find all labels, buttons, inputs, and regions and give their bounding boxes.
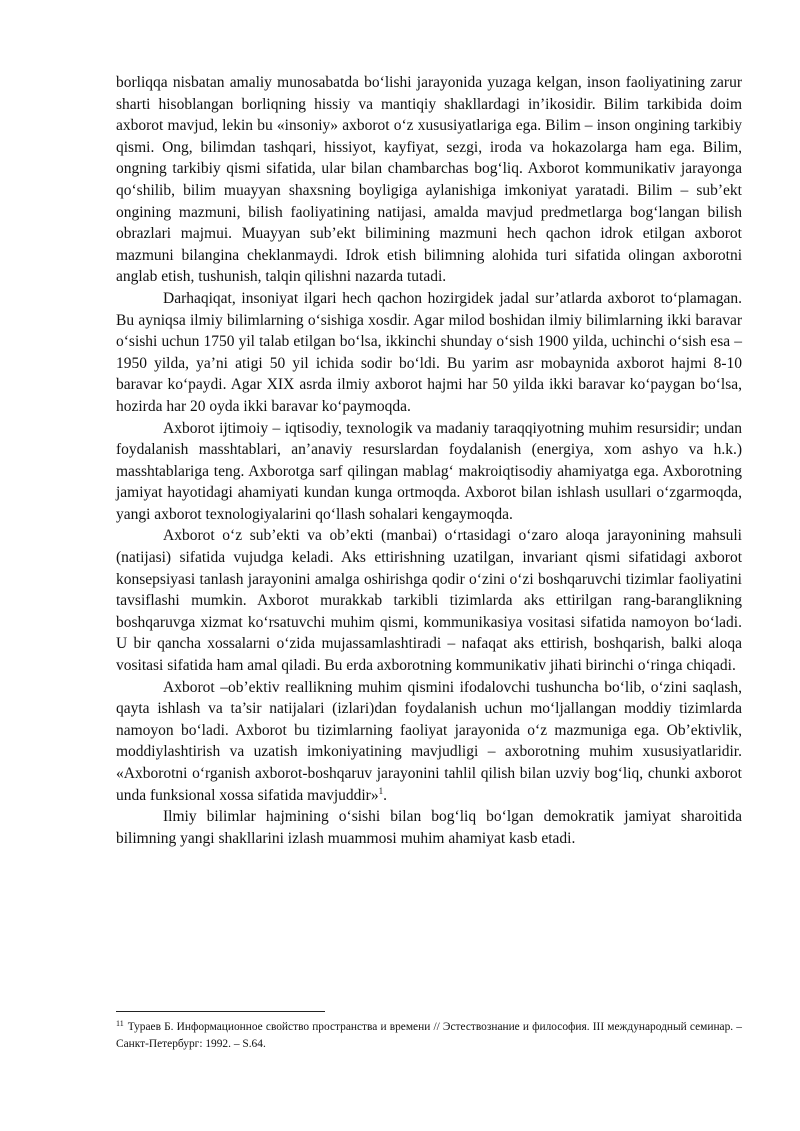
footnote-reference[interactable]: 1 bbox=[378, 785, 384, 796]
footnote-mark: 11 bbox=[116, 1019, 124, 1028]
paragraph-6: Ilmiy bilimlar hajmining oʻsishi bilan bogʻliq boʻlgan demokratik jamiyat sharoitida bilimning yangi shakllarini izlash muammosi muhim ahamiyat kasb etadi. bbox=[116, 808, 742, 847]
paragraph-4: Axborot oʻz sub’ekti va ob’ekti (manbai) oʻrtasidagi oʻzaro aloqa jarayonining mahsuli (natijasi) sifatida vujudga keladi. Aks ettirishning uzatilgan, invariant qismi sifatidagi axborot konsepsiyasi tanlash jarayonini amalga oshirishga qodir oʻzini oʻzi boshqaruvchi tizimlar faoliyatini tavsiflashi mumkin. Axborot murakkab tarkibli tizimlarda aks ettirilgan rang-baranglikning boshqaruvga xizmat koʻrsatuvchi muhim qismi, kommunikasiya vositasi sifatida namoyon boʻladi. U bir qancha xossalarni oʻzida mujassamlashtiradi – nafaqat aks ettirish, boshqarish, balki aloqa vositasi sifatida ham amal qiladi. Bu erda axborotning kommunikativ jihati birinchi oʻringa chiqadi. bbox=[116, 527, 742, 675]
paragraph-1: borliqqa nisbatan amaliy munosabatda boʻlishi jarayonida yuzaga kelgan, inson faoliyatining zarur sharti hisoblangan borliqning hissiy va mantiqiy shakllardagi in’ikosidir. Bilim tarkibida doim axborot mavjud, lekin bu «insoniy» axborot oʻz xususiyatlariga ega. Bilim – inson ongining tarkibiy qismi. Ong, bilimdan tashqari, hissiyot, kayfiyat, sezgi, iroda va hokazolarga ham ega. Bilim, ongning tarkibiy qismi sifatida, ular bilan chambarchas bogʻliq. Axborot kommunikativ jarayonga qoʻshilib, bilim muayyan shaxsning boyligiga aylanishiga imkoniyat yaratadi. Bilim – sub’ekt ongining mazmuni, bilish faoliyatining natijasi, amalda mavjud predmetlarga bogʻlangan bilish obrazlari majmui. Muayyan sub’ekt bilimining mazmuni hech qachon idrok etilgan axborot mazmuni bilangina cheklanmaydi. Idrok etish bilimning alohida turi sifatida olingan axborotni anglab etish, tushunish, talqin qilishni nazarda tutadi. bbox=[116, 74, 742, 286]
paragraph-3 bbox=[116, 418, 742, 526]
footnote-text: Тураев Б. Информационное свойство пространства и времени // Эстествознание и философия. III международный семинар. – Санкт-Петербург: 1992. – S.64. bbox=[116, 1021, 742, 1050]
paragraph-5 bbox=[116, 677, 742, 807]
paragraph-2: Darhaqiqat, insoniyat ilgari hech qachon hozirgidek jadal sur’atlarda axborot toʻplamagan. Bu ayniqsa ilmiy bilimlarning oʻsishiga xosdir. Agar milod boshidan ilmiy bilimlarning ikki baravar oʻsishi uchun 1750 yil talab etilgan boʻlsa, ikkinchi shunday oʻsish 1900 yilda, uchinchi oʻsish esa – 1950 yilda, ya’ni atigi 50 yil ichida sodir boʻldi. Bu yarim asr mobaynida axborot hajmi 8-10 baravar koʻpaydi. Agar XIX asrda ilmiy axborot hajmi har 50 yilda ikki baravar koʻpaygan boʻlsa, hozirda har 20 oyda ikki baravar koʻpaymoqda. bbox=[116, 289, 742, 415]
footnote bbox=[116, 1019, 742, 1053]
footnote-separator bbox=[116, 1011, 325, 1012]
paragraph-3-text: Axborot ijtimoiy – iqtisodiy, texnologik va madaniy taraqqiyotning muhim resursidir; undan foydalanish masshtablari, an’anaviy resurslardan foydalanish (energiya, xom ashyo va h.k.) masshtablariga teng. Axborotga sarf qilingan mablagʻ makroiqtisodiy ahamiyatga ega. Axborotning jamiyat hayotidagi ahamiyati kundan kunga ortmoqda. Axborot bilan ishlash usullari oʻzgarmoqda, yangi axborot texnologiyalarini qoʻllash sohalari kengaymoqda. bbox=[116, 419, 742, 523]
paragraph-5-tail: . bbox=[383, 786, 387, 804]
body-text bbox=[116, 72, 742, 849]
paragraph-5-text: Axborot –ob’ektiv reallikning muhim qismini ifodalovchi tushuncha boʻlib, oʻzini saqlash, qayta ishlash va ta’sir natijalari (izlari)dan foydalanish uchun moʻljallangan moddiy tizimlarda namoyon boʻladi. Axborot bu tizimlarning faoliyat jarayonida oʻz mazmuniga ega. Ob’ektivlik, moddiylashtirish va uzatish imkoniyatining mavjudligi – axborotning muhim xususiyatlaridir. «Axborotni oʻrganish axborot-boshqaruv jarayonini tahlil qilish bilan uzviy bogʻliq, chunki axborot unda funksional xossa sifatida mavjuddir» bbox=[116, 678, 742, 804]
